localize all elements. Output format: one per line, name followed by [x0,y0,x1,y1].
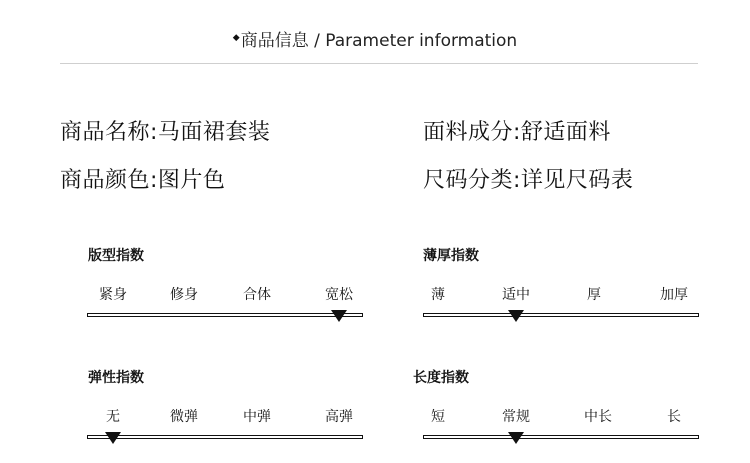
fit-scale-marker [331,310,347,322]
header-divider [60,63,698,64]
elasticity-option-3: 中弹 [243,409,271,425]
length-option-4: 长 [667,409,681,425]
thickness-option-1: 薄 [431,287,445,303]
length-option-1: 短 [431,409,445,425]
param-fabric: 面料成分:舒适面料 [423,120,611,145]
thickness-option-4: 加厚 [660,287,688,303]
length-option-3: 中长 [584,409,612,425]
fit-option-2: 修身 [170,287,198,303]
elasticity-option-2: 微弹 [170,409,198,425]
fit-scale-track [87,313,363,317]
fit-scale-title: 版型指数 [88,248,144,264]
param-product-name: 商品名称:马面裙套装 [60,120,271,145]
param-color: 商品颜色:图片色 [60,168,226,193]
elasticity-scale-title: 弹性指数 [88,370,144,386]
fit-option-4: 宽松 [325,287,353,303]
elasticity-scale-marker [105,432,121,444]
thickness-scale-marker [508,310,524,322]
fit-option-1: 紧身 [99,287,127,303]
elasticity-scale-track [87,435,363,439]
length-scale-marker [508,432,524,444]
fit-option-3: 合体 [243,287,271,303]
header-title [0,26,750,51]
length-option-2: 常规 [502,409,530,425]
thickness-scale-track [423,313,699,317]
header-title-text: 商品信息 / Parameter information [240,31,518,51]
thickness-option-3: 厚 [587,287,601,303]
length-scale-title: 长度指数 [413,370,469,386]
elasticity-option-4: 高弹 [325,409,353,425]
length-scale-track [423,435,699,439]
diamond-icon: ◆ [232,33,240,43]
param-size: 尺码分类:详见尺码表 [423,168,634,193]
elasticity-option-1: 无 [106,409,120,425]
thickness-scale-title: 薄厚指数 [423,248,479,264]
thickness-option-2: 适中 [502,287,530,303]
